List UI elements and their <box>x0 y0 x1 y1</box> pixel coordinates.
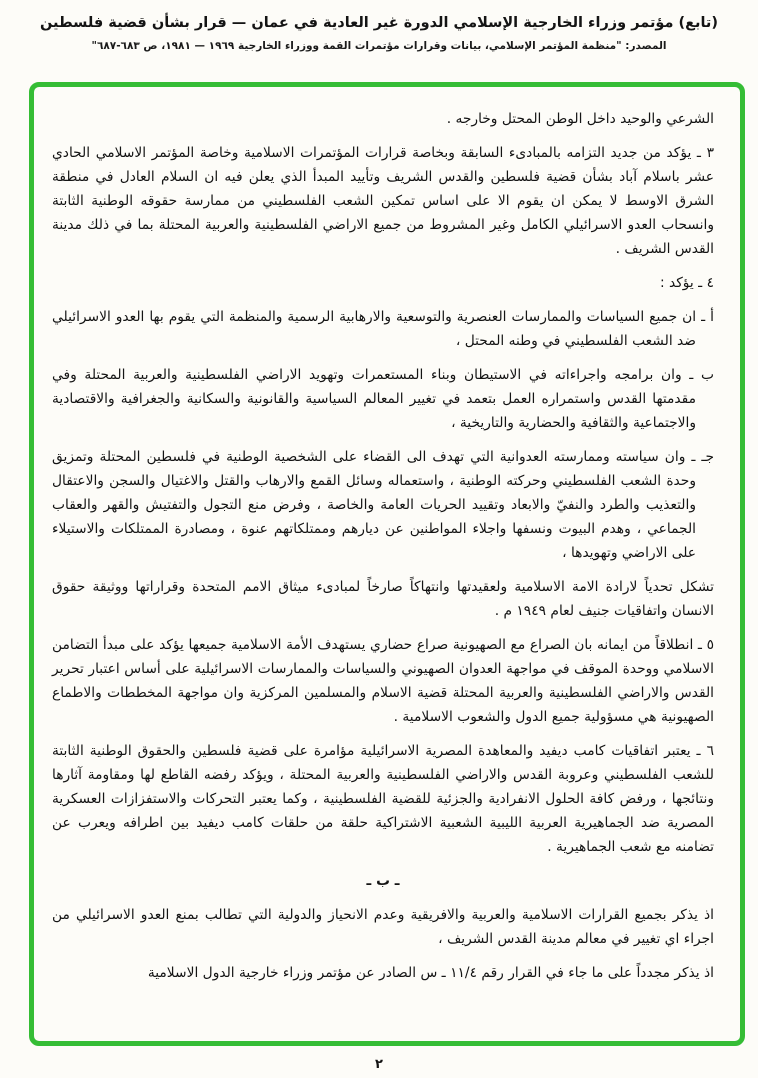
item-a: أ ـ ان جميع السياسات والممارسات العنصرية والتوسعية والارهابية الرسمية والمنظمة التي يقوم بها العدو الاسرائيلي ضد الشعب الفلسطيني في وطنه المحتل ، <box>52 309 714 349</box>
paragraph-4-heading: ٤ ـ يؤكد : <box>659 275 714 291</box>
item-jeem: جـ ـ وان سياسته وممارسته العدوانية التي تهدف الى القضاء على الشخصية الوطنية في فلسطين المحتلة وتمزيق وحدة الشعب الفلسطيني وحركته الوطنية ، واستعماله وسائل القمع والارهاب والقتل والاغتيال والسجن والاعتقال والتعذيب والطرد والنفيّ والابعاد وتقييد الحريات العامة والخاصة ، وفرض منع التجول والتفتيش والقهر والعقاب الجماعي ، وهدم البيوت ونسفها واجلاء المواطنين عن ديارهم وممتلكاتهم عنوة ، ومصادرة الممتلكات والاستيلاء على الاراضي وتهويدها ، <box>52 449 714 561</box>
paragraph-3: ٣ ـ يؤكد من جديد التزامه بالمبادىء السابقة وبخاصة قرارات المؤتمرات الاسلامية وخاصة المؤتمر الاسلامي الحادي عشر باسلام آباد بشأن قضية فلسطين والقدس الشريف وتأييد المبدأ الذي يعلن فيه ان السلام العادل في منطقة الشرق الاوسط لا يمكن ان يقوم الا على اساس تمكين الشعب الفلسطيني من ممارسة حقوقه الوطنية الثابتة وانسحاب العدو الاسرائيلي الكامل وغير المشروط من جميع الاراضي الفلسطينية والعربية المحتلة بما في ذلك مدينة القدس الشريف . <box>52 145 714 257</box>
header-title: (تابع) مؤتمر وزراء الخارجية الإسلامي الدورة غير العادية في عمان — قرار بشأن قضية فلسطين <box>39 15 718 31</box>
green-frame <box>29 82 745 1046</box>
section-separator-b: ـ ب ـ <box>366 873 400 889</box>
paragraph-5: ٥ ـ انطلاقاً من ايمانه بان الصراع مع الصهيونية صراع حضاري يستهدف الأمة الاسلامية جميعها يؤكد على مبدأ التضامن الاسلامي ووحدة الموقف في مواجهة العدوان الصهيوني والسياسات والممارسات الاسرائيلية على أساس اعتبار تحرير القدس والاراضي الفلسطينية والعربية المحتلة قضية الاسلام والمسلمين المركزية وان مواجهة المخططات والاطماع الصهيونية هي مسؤولية جميع الدول والشعوب الاسلامية . <box>52 637 714 725</box>
paragraph-6: ٦ ـ يعتبر اتفاقيات كامب ديفيد والمعاهدة المصرية الاسرائيلية مؤامرة على قضية فلسطين والحقوق الوطنية الثابتة للشعب الفلسطيني وعروبة القدس والاراضي الفلسطينية والعربية المحتلة ، ويؤكد رفضه القاطع لها ومقاومة آثارها ونتائجها ، ورفض كافة الحلول الانفرادية والجزئية للقضية الفلسطينية ، وكما يعتبر التحركات والاستفزازات العسكرية المصرية ضد الجماهيرية العربية الليبية الشعبية الاشتراكية حلقة من حلقات كامب ديفيد بين اطرافه ويعرب عن تضامنه مع شعب الجماهيرية . <box>52 743 714 855</box>
paragraph-recall-2: اذ يذكر مجدداً على ما جاء في القرار رقم ١١/٤ ـ س الصادر عن مؤتمر وزراء خارجية الدول الاسلامية <box>147 965 714 981</box>
paragraph-conclusion: تشكل تحدياً لارادة الامة الاسلامية ولعقيدتها وانتهاكاً صارخاً لمبادىء ميثاق الامم المتحدة وقراراتها ووثيقة حقوق الانسان واتفاقيات جنيف لعام ١٩٤٩ م . <box>52 579 714 619</box>
header-source-line: المصدر: "منظمة المؤتمر الإسلامي، بيانات وقرارات مؤتمرات القمة ووزراء الخارجية ١٩٦٩ — ١٩٨١، ص ٦٨٣-٦٨٧" <box>91 39 667 52</box>
item-b: ب ـ وان برامجه واجراءاته في الاستيطان وبناء المستعمرات وتهويد الاراضي الفلسطينية والعربية المحتلة وفي مقدمتها القدس واستمراره العمل بتعمد في تغيير المعالم السياسية والقانونية والسكانية والجغرافية والاقتصادية والاجتماعية والثقافية والحضارية والتاريخية ، <box>52 367 714 431</box>
document-header <box>0 0 758 52</box>
paragraph-recall-1: اذ يذكر بجميع القرارات الاسلامية والعربية والافريقية وعدم الانحياز والدولية التي تطالب بمنع العدو الاسرائيلي من اجراء اي تغيير في معالم مدينة القدس الشريف ، <box>52 907 714 947</box>
document-body <box>52 107 714 985</box>
page-number: ٢ <box>375 1057 383 1072</box>
paragraph-continuation: الشرعي والوحيد داخل الوطن المحتل وخارجه . <box>446 111 714 127</box>
